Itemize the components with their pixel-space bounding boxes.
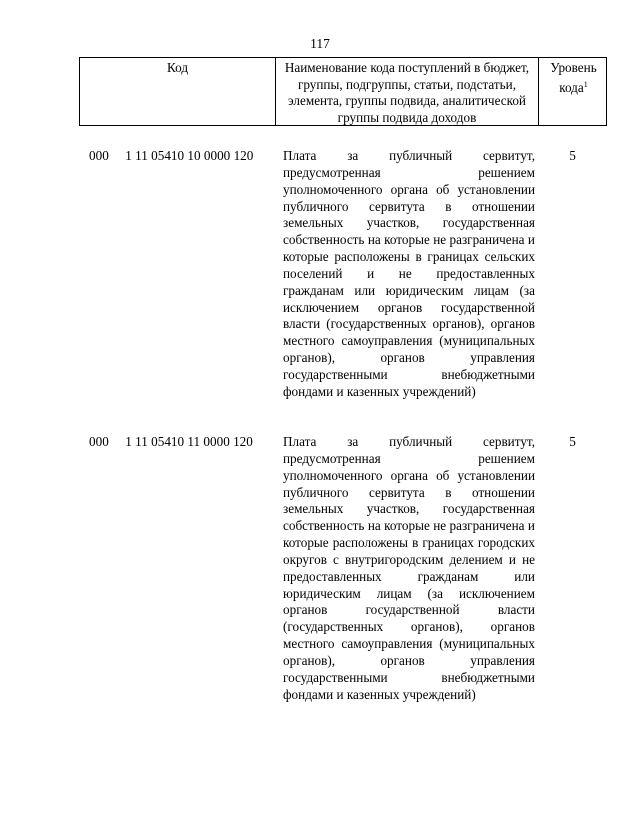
row-name: Плата за публичный сервитут, предусмотренная решением уполномоченного органа об установлении публичного сервитута в отношении земельных участков, государственная собственность на которые не разграничена и которые расположены в границах сельских поселений и не предоставленных гражданам или юридическим лицам (за исключением органов государственной власти (государственных органов), органов местного самоуправления (муниципальных органов), органов управления государственными внебюджетными фондами и казенных учреждений) xyxy=(283,148,535,399)
header-level-footnote: 1 xyxy=(583,79,588,89)
header-name-cell xyxy=(276,58,539,125)
row-level: 5 xyxy=(569,148,576,163)
row-level: 5 xyxy=(569,434,576,449)
header-code-cell xyxy=(80,58,276,125)
header-code-label: Код xyxy=(166,60,189,75)
table-header xyxy=(79,57,607,126)
header-level-label: Уровень кода xyxy=(550,60,597,95)
page-number: 117 xyxy=(310,36,330,51)
row-code: 000 1 11 05410 10 0000 120 xyxy=(89,148,254,163)
header-name-label: Наименование кода поступлений в бюджет, группы, подгруппы, статьи, подстатьи, элемента, группы подвида, аналитической группы подвида доходов xyxy=(284,60,530,126)
row-name: Плата за публичный сервитут, предусмотренная решением уполномоченного органа об установлении публичного сервитута в отношении земельных участков, государственная собственность на которые не разграничена и которые расположены в границах городских округов с внутригородским делением и не предоставленных гражданам или юридическим лицам (за исключением органов государственной власти (государственных органов), органов местного самоуправления (муниципальных органов), органов управления государственными внебюджетными фондами и казенных учреждений) xyxy=(283,434,535,702)
header-level-cell xyxy=(539,58,608,125)
row-code: 000 1 11 05410 11 0000 120 xyxy=(89,434,253,449)
